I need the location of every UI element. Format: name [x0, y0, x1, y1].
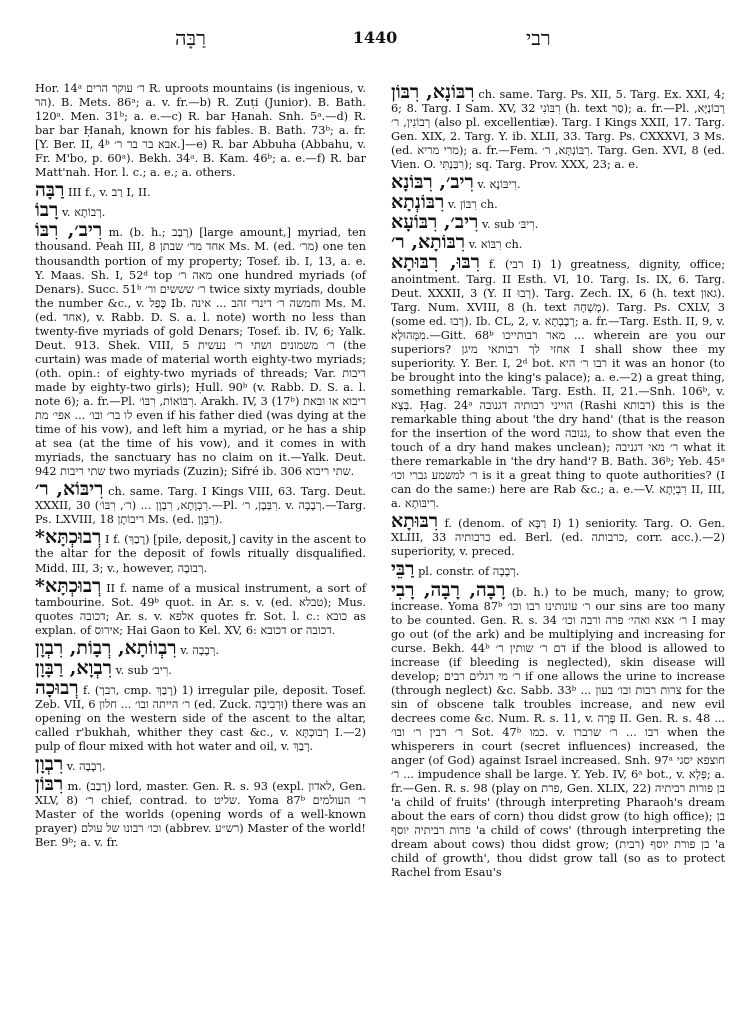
dictionary-entry: [391, 172, 725, 192]
entry-headword: רָבוֹ: [35, 199, 59, 222]
dictionary-entry: [35, 527, 366, 575]
entry-headword: רְבוּכָה: [35, 676, 79, 699]
entry-headword: רִבְוָא, רַבָּוָן: [35, 656, 112, 679]
entry-headword: רִבּוּתָא: [391, 510, 439, 533]
dictionary-entry: [391, 232, 725, 252]
entry-text: II f. name of a musical instrument, a sort of tambourine. Sot. 49ᵇ quot. in Ar. s. v. (ed. טבלא); Mus. quotes דכובה; Ar. s. v. אלפא quotes fr. Sot. l. c.: כובא as explan. of אירוס; Hai Gaon to Kel. XV, 6: דכובא or דכובה.: [35, 581, 367, 637]
entry-text: Hor. 14ᵃ ר׳ עוקר הרים R. uproots mountains (is ingenious, v. הר). B. Mets. 86ᵃ; a. v. fr.—b) R. Zuṭi (Junior). B. Bath. 120ᵃ. Men. 31ᵇ; a. e.—c) R. bar Ḥanah. Snh. 5ᵃ.—d) R. bar bar Ḥanah, known for his fables. B. Bath. 73ᵇ; a. fr. [Y. Ber. II, 4ᵇ אבא בר בר ר׳.]—e) R. bar Abbuha (Abbahu, v. Fr. M'bo, p. 60ᵃ). Bekh. 34ᵃ. B. Kam. 46ᵇ; a. e.—f) R. bar Matt'nah. Hor. l. c.; a. e.; a. others.: [35, 82, 366, 180]
entry-headword: רִבּוֹנָא, רִבּוֹן: [391, 81, 475, 103]
running-head-left: רַבָּה: [175, 26, 206, 50]
entry-headword: רִבְוָן: [35, 753, 64, 776]
dictionary-entry: [391, 559, 725, 579]
entry-headword: רִבּוֹתָא, ר׳: [391, 231, 466, 254]
dictionary-entry: [391, 212, 725, 232]
dictionary-entry: [35, 180, 366, 200]
entry-headword: רִבּוֹנְתָא: [391, 191, 445, 214]
entry-text: v. רְבָבָה.: [66, 760, 106, 774]
dictionary-entry: [35, 479, 366, 527]
entry-text: v. רִיבּוֹנָא.: [477, 178, 521, 192]
left-column: [35, 82, 366, 850]
dictionary-entry: [391, 192, 725, 212]
dictionary-entry: [35, 220, 366, 479]
dictionary-entry: [35, 200, 366, 220]
entry-text: v. רִבּוֹא ch.: [468, 238, 523, 252]
dictionary-entry: [35, 678, 366, 754]
entry-headword: רָבָה, רָבָה, רָבִי: [391, 578, 506, 601]
running-head-right: רבי: [526, 26, 551, 50]
entry-text: pl. constr. of רְבָבָה.: [418, 565, 520, 579]
entry-headword: רִיב׳, רִבּוֹנָא: [391, 171, 474, 194]
entry-headword: רִיבּוֹא, ר׳: [35, 478, 104, 501]
dictionary-entry: [391, 580, 725, 881]
dictionary-entry: [35, 638, 366, 658]
page-header: [0, 26, 750, 56]
entry-text: v. sub רִיבּ׳.: [482, 218, 539, 232]
right-column: [391, 82, 725, 880]
entry-text: v. רְבוֹתָא.: [61, 206, 106, 220]
entry-headword: רִיב׳, רִבּוֹעָא: [391, 211, 479, 234]
dictionary-entry: [35, 754, 366, 774]
entry-text: ch. same. Targ. Ps. XII, 5. Targ. Ex. XXI, 4; 6; 8. Targ. I Sam. XV, 32 רִבּוֹנִי (h. text סַר); a. fr.—Pl. רְבוֹנַיָּא, רְבוֹנִין, ר׳ (also pl. excellentiæ). Targ. I Kings XXII, 17. Targ. Gen. XIX, 2. Targ. Y. ib. XLII, 33. Targ. Ps. CXXXVI, 3 Ms. (ed. מרי מריא); a. fr.—Fem. רִבּוֹנְתָּא, ר׳. Targ. Gen. XVI, 8 (ed. Vien. O. רִבַּנְתִּי); sq. Targ. Prov. XXX, 23; a. e.: [391, 88, 726, 172]
dictionary-entry: [35, 774, 366, 850]
entry-headword: רִבּוּ, רִבּוּתָא: [391, 251, 480, 274]
entry-text: (b. h.) to be much, many; to grow, increase. Yoma 87ᵇ ר׳ עונותינו רבו וכו׳ our sins are too many to be counted. Gen. R. s. 34 ר׳ אצא ואהי׳ פרה ורבה וכו׳ I may go out (of the ark) and be multiplying and increasing for curse. Bekh. 44ᵇ דם ר׳ שותין ר׳ if the blood is allowed to increase (if bleeding is neglected), skin disease will develop; ר׳ מי רגלים רבים if one allows the urine to increase (through neglect) &c. Sabb. 33ᵇ ... צרות רבות ובו׳ בעון for the sin of obscene talk troubles increase, and new evil decrees come &c. Num. R. s. 11, v. פָּרָה II. Gen. R. s. 48 ... ר׳ רבין ר׳ ובו׳ Sot. 47ᵇ כמו. v. רבו ... ר׳ שרברו when the whisperers in court (secret influences) increased, the anger (of God) against Israel increased. Snh. 97ᵃ חוצפא יסגי ... ר׳ impudence shall be large. Y. Yeb. IV, 6ᵃ bot., v. פְּלָא; a. fr.—Gen. R. s. 98 (play on פרת, Gen. XLIX, 22) בן פורות רביתיה 'a child of fruits' (through interpreting Pharaoh's dream about the ears of corn) thou didst grow (to high office); בן פרות רביתיה יוסף 'a child of cows' (through interpreting the dream about cows) thou didst grow; בן פורת יוסף (רבית) 'a child of growth', thou didst grow tall (so as to protect Rachel from Esau's: [391, 585, 726, 880]
dictionary-entry: [391, 252, 725, 511]
dictionary-entry: [35, 658, 366, 678]
entry-text: m. (רָבַב) lord, master. Gen. R. s. 93 (expl. לאדון, Gen. XLV, 8) ר׳ chief, contrad. to שליט. Yoma 87ᵇ ר׳ העולמים Master of the worlds (opening words of a well-known prayer) וכו׳ רבונו של עולם (abbrev. רש״ע) Master of the world! Ber. 9ᵇ; a. v. fr.: [35, 780, 366, 850]
entry-text: I f. (רָבַךְ) [pile, deposit,] cavity in the ascent to the altar for the deposit of fowls ritually disqualified. Midd. III, 3; v., however, רְבוּבָה.: [35, 533, 367, 575]
entry-text: v. רְבָבָה.: [180, 643, 219, 657]
dictionary-entry: [35, 576, 366, 638]
entry-text: f. (רבי I) 1) greatness, dignity, office; anointment. Targ. II Esth. VI, 10. Targ. Is. IX, 6. Targ. Deut. XXXII, 3 (Y. II רְבוּ). Targ. Zech. IX, 6 (h. text גאון). Targ. Num. XVIII, 8 (h. text מָשְׁחָה). Targ. Ps. CXLV, 3 (some ed. רְבוּ). Ib. CL, 2, v. רְבָבְתָא; a. fr.—Targ. Esth. II, 9, v. מִמְּהוּלָא.—Gitt. 68ᵇ מאר רבותייכו ... wherein are you our superiors? אחזי לך רבותאי מיגן I shall show thee my superiority. Y. Ber. I, 2ᵈ bot. רבו ר׳ היא it was an honor (to be brought into the king's palace); a. e.—2) a great thing, something remarkable. Targ. Esth. II, 21.—Snh. 106ᵇ, v. בְּצָא. Ḥag. 24ᵃ הוייני רבותיה דגנובה (Rashi רבותא) this is the remarkable thing about 'the dry hand' (that is the reason for the insertion of the word גנובה, to show that even the touch of a dry hand makes unclean); ר׳ מאי דגניבה what it there remarkable in 'the dry hand'? B. Bath. 36ᵇ; Yeb. 45ᵃ ר׳ למשמע גברי וכו׳ is it a great thing to quote authorities? (I can do the same:) here are Rab &c.; a. e.—V. רִבְיָתָא II, III, a. רִיבּוּתָא.: [391, 258, 726, 511]
entry-headword: רַבָּה: [35, 179, 65, 202]
entry-text: f. (רבך, cmp. רָבַךְ) 1) irregular pile, deposit. Tosef. Zeb. VII, 6 ר׳ הייתה ובו׳ ... חלון (ed. Zuck. וּרְבִיבָה) there was an opening on the western side of the ascent to the altar, called r'bukhah, whither they cast &c., v. רְבוּכְתָּא I.—2) pulp of flour mixed with hot water and oil, v. רָבַךְ.: [35, 683, 366, 754]
entry-text: m. (b. h.; רָבַב) [large amount,] myriad, ten thousand. Peah III, 8 אחד מר׳ שבתן Ms. M. (ed. מר׳) one ten thousandth portion of my property; Tosef. ib. I, 13, a. e. Y. Maas. Sh. I, 52ᵈ top מאה ר׳ one hundred myriads (of Denars). Succ. 51ᵇ ר׳ שששים ור׳ twice sixty myriads, double the number &c., v. כָּפַל Ib. וחמשה ר׳ דינרי זהב ... אינה Ms. M. (ed. אחד), v. Rabb. D. S. a. l. note) worth no less than twenty-five myriads of gold Denars; Tosef. ib. IV, 6; Yalk. Deut. 913. Shek. VIII, 5 ר׳ משמונים ושתי ר׳ נעשית (the curtain) was made of material worth eighty-two myriads; (oth. opin.: of eighty-two myriads of threads; Var. ריבות made by eighty-two girls); Ḥull. 90ᵇ (v. Rabb. D. S. a. l. note 6); a. fr.—Pl. רִבּוֹאוֹת, רִבּוֹ׳. Arakh. IV, 3 (17ᵇ) ריבוא או ובאת לו בר׳ ובו׳ ... אפי׳ מת even if his father died (was dying at the time of his vow), and left him a myriad, or he has a ship at sea (at the time of his vow), and it comes in with myriads, the sanctuary has no claim on it.—Yalk. Deut. 942 שתי ריבות two myriads (Zuzin); Sifré ib. 306 שתי ריבוא.: [35, 226, 367, 479]
entry-headword: רִיב׳, רִבּוֹ: [35, 219, 103, 242]
entry-text: ch. same. Targ. I Kings VIII, 63. Targ. Deut. XXXII, 30 רִבְוָתָא, רִבְוָן ... (ר׳, רִבּוֹ׳).—Pl. רִבְּבָן, ר׳. v. רְבָבָה.—Targ. Ps. LXVIII, 18 ריבוֹתָן Ms. (ed. רִבְּוָן).: [35, 485, 367, 527]
dictionary-entry: [35, 82, 366, 180]
entry-headword: רִבּוֹן: [35, 773, 64, 796]
entry-text: v. sub רִיב׳.: [115, 663, 172, 677]
entry-text: f. (denom. of רַבָּא I) 1) seniority. Targ. O. Gen. XLIII, 33 כרבותיה ed. Berl. (ed. כרבותה, corr. acc.).—2) superiority, v. preced.: [391, 517, 725, 559]
entry-text: III f., v. רַב I, II.: [68, 186, 151, 200]
entry-headword: רַבֵּי: [391, 558, 415, 581]
page-number: 1440: [352, 28, 398, 47]
dictionary-entry: [391, 82, 725, 172]
entry-text: v. רִבּוֹן ch.: [447, 198, 498, 212]
entry-headword: *רְבוּכְתָּא: [35, 574, 102, 597]
dictionary-entry: [391, 511, 725, 559]
entry-headword: רִבְווֹתָא, רְבָוֹת, רִבְוָן: [35, 636, 177, 659]
entry-headword: *רְבוּכְתָּא: [35, 526, 102, 549]
